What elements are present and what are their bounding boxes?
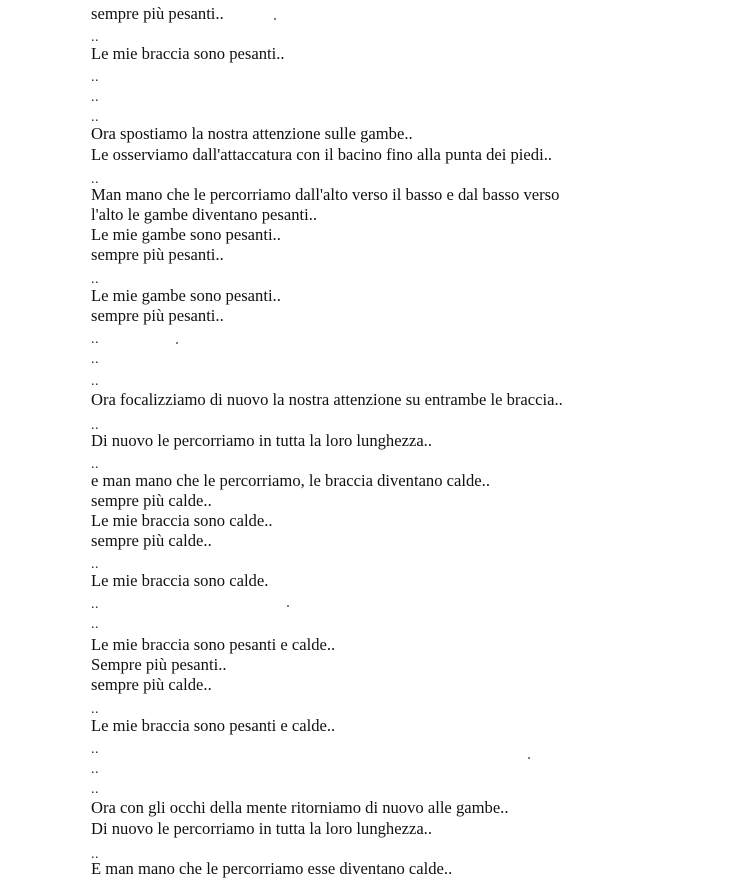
text-line: Le mie braccia sono calde. — [91, 571, 269, 590]
text-line: Sempre più pesanti.. — [91, 655, 227, 674]
text-line: sempre più calde.. — [91, 491, 212, 510]
ellipsis-line: .. — [91, 617, 99, 632]
ellipsis-line: .. — [91, 90, 99, 105]
text-line: E man mano che le percorriamo esse diventano calde.. — [91, 859, 453, 878]
text-line: sempre più pesanti.. — [91, 245, 224, 264]
ellipsis-line: .. — [91, 70, 99, 85]
text-line: sempre più calde.. — [91, 675, 212, 694]
text-line: sempre più calde.. — [91, 531, 212, 550]
ellipsis-line: .. — [91, 172, 99, 187]
text-line: Le mie braccia sono pesanti e calde.. — [91, 635, 336, 654]
text-line: Ora con gli occhi della mente ritorniamo di nuovo alle gambe.. — [91, 798, 509, 817]
text-line: sempre più pesanti.. — [91, 4, 224, 23]
ellipsis-line: .. — [91, 418, 99, 433]
ellipsis-line: .. — [91, 332, 99, 347]
ellipsis-line: .. — [91, 782, 99, 797]
scan-speck — [176, 342, 178, 344]
text-line: Di nuovo le percorriamo in tutta la loro lunghezza.. — [91, 819, 432, 838]
ellipsis-line: .. — [91, 374, 99, 389]
text-line: Ora focalizziamo di nuovo la nostra attenzione su entrambe le braccia.. — [91, 390, 563, 409]
text-line: Le mie gambe sono pesanti.. — [91, 225, 281, 244]
text-line: e man mano che le percorriamo, le braccia diventano calde.. — [91, 471, 490, 490]
ellipsis-line: .. — [91, 742, 99, 757]
ellipsis-line: .. — [91, 597, 99, 612]
text-line: Le mie braccia sono calde.. — [91, 511, 273, 530]
ellipsis-line: .. — [91, 847, 99, 862]
ellipsis-line: .. — [91, 702, 99, 717]
ellipsis-line: .. — [91, 272, 99, 287]
scan-speck — [528, 757, 530, 759]
text-line: l'alto le gambe diventano pesanti.. — [91, 205, 318, 224]
text-line: Le mie braccia sono pesanti.. — [91, 44, 285, 63]
scan-speck — [287, 605, 289, 607]
scan-speck — [274, 18, 276, 20]
text-line: Le mie braccia sono pesanti e calde.. — [91, 716, 336, 735]
text-line: Le mie gambe sono pesanti.. — [91, 286, 281, 305]
text-line: Le osserviamo dall'attaccatura con il bacino fino alla punta dei piedi.. — [91, 145, 552, 164]
text-line: Di nuovo le percorriamo in tutta la loro lunghezza.. — [91, 431, 432, 450]
ellipsis-line: .. — [91, 352, 99, 367]
ellipsis-line: .. — [91, 557, 99, 572]
text-line: Man mano che le percorriamo dall'alto verso il basso e dal basso verso — [91, 185, 560, 204]
ellipsis-line: .. — [91, 110, 99, 125]
ellipsis-line: .. — [91, 30, 99, 45]
text-line: Ora spostiamo la nostra attenzione sulle gambe.. — [91, 124, 413, 143]
ellipsis-line: .. — [91, 762, 99, 777]
ellipsis-line: .. — [91, 457, 99, 472]
text-line: sempre più pesanti.. — [91, 306, 224, 325]
